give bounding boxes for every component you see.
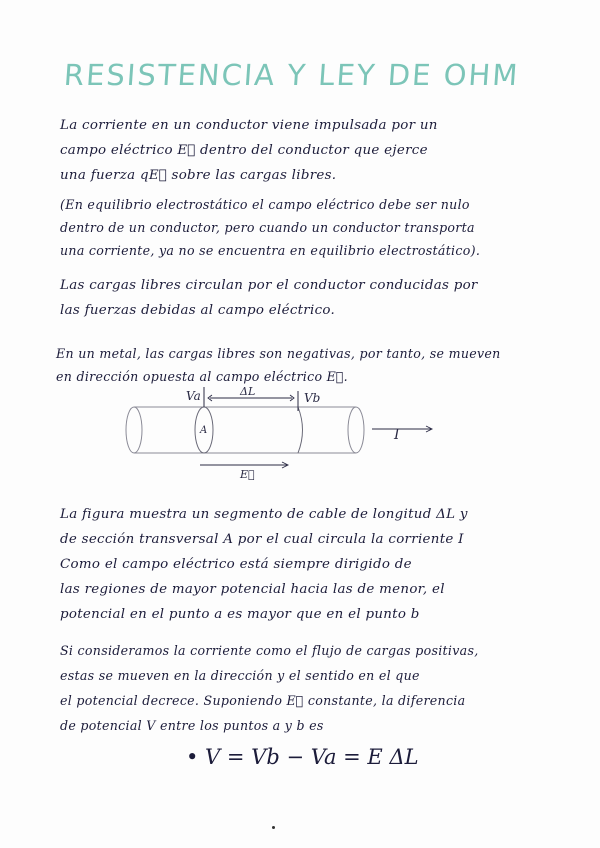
p5-line-1: La figura muestra un segmento de cable de longitud ΔL y — [60, 507, 468, 522]
conductor-figure — [120, 385, 450, 480]
section-b — [298, 407, 303, 453]
p6-line-3: el potencial decrece. Suponiendo E⃗ constante, la diferencia — [60, 693, 466, 708]
p2-line-1: (En equilibrio electrostático el campo eléctrico debe ser nulo — [60, 197, 470, 212]
p1-line-1: La corriente en un conductor viene impulsada por un — [60, 118, 438, 133]
vb-label: Vb — [304, 391, 321, 405]
p3-line-2: las fuerzas debidas al campo eléctrico. — [60, 303, 336, 318]
p2-line-3: una corriente, ya no se encuentra en equilibrio electrostático). — [60, 243, 481, 258]
p4-line-1: En un metal, las cargas libres son negativas, por tanto, se mueven — [56, 346, 501, 361]
p6-line-1: Si consideramos la corriente como el flujo de cargas positivas, — [60, 643, 479, 658]
p5-line-3: Como el campo eléctrico está siempre dirigido de — [60, 557, 412, 572]
p6-line-4: de potencial V entre los puntos a y b es — [60, 718, 324, 733]
va-label: Va — [186, 389, 201, 403]
current-label: I — [394, 427, 400, 443]
p1-line-2: campo eléctrico E⃗ dentro del conductor que ejerce — [60, 143, 428, 158]
p4-line-2: en dirección opuesta al campo eléctrico E⃗. — [56, 369, 348, 384]
page-title: RESISTENCIA Y LEY DE OHM — [62, 58, 521, 92]
field-label: E⃗ — [240, 468, 255, 480]
cable-left-end — [126, 407, 142, 453]
delta-l-label: ΔL — [240, 385, 256, 398]
p5-line-5: potencial en el punto a es mayor que en el punto b — [60, 607, 420, 622]
p6-line-2: estas se mueven en la dirección y el sentido en el que — [60, 668, 420, 683]
p2-line-2: dentro de un conductor, pero cuando un conductor transporta — [60, 220, 475, 235]
page-mark — [272, 826, 275, 829]
p3-line-1: Las cargas libres circulan por el conductor conducidas por — [60, 278, 478, 293]
ohm-formula: • V = Vb − Va = E ΔL — [186, 745, 419, 769]
cable-right-end — [348, 407, 364, 453]
p1-line-3: una fuerza qE⃗ sobre las cargas libres. — [60, 168, 337, 183]
area-label: A — [200, 425, 208, 436]
p5-line-4: las regiones de mayor potencial hacia las de menor, el — [60, 582, 445, 597]
p5-line-2: de sección transversal A por el cual circula la corriente I — [60, 532, 464, 547]
